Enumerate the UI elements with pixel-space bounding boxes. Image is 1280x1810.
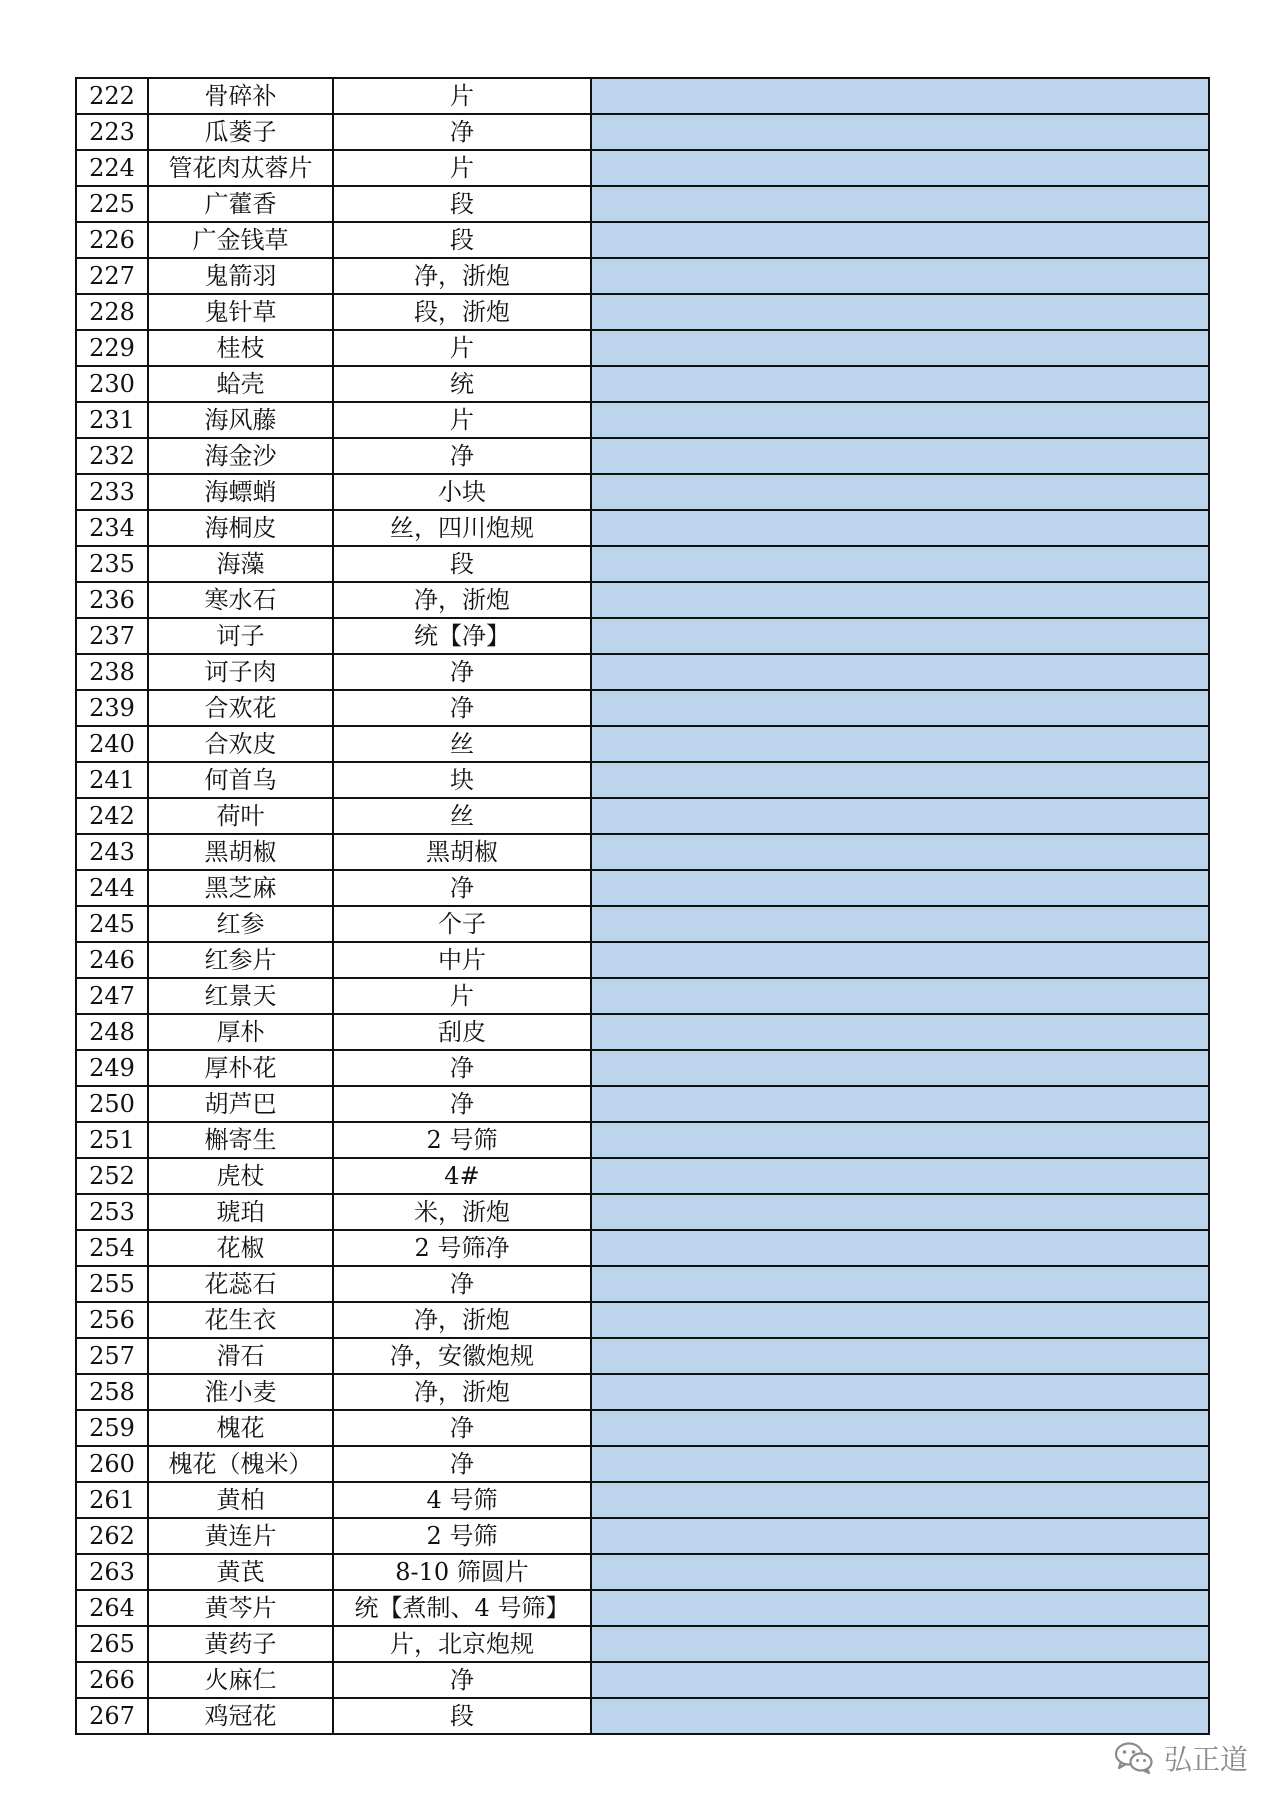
- row-number: 265: [76, 1626, 148, 1662]
- herb-name: 海藻: [148, 546, 333, 582]
- shaded-cell: [591, 690, 1209, 726]
- table-row: [76, 294, 1209, 330]
- table-row: [76, 438, 1209, 474]
- shaded-cell: [591, 834, 1209, 870]
- row-number: 259: [76, 1410, 148, 1446]
- shaded-cell: [591, 1122, 1209, 1158]
- row-number: 258: [76, 1374, 148, 1410]
- herb-name: 寒水石: [148, 582, 333, 618]
- processing-spec: 片: [333, 330, 591, 366]
- row-number: 246: [76, 942, 148, 978]
- table-row: [76, 1374, 1209, 1410]
- processing-spec: 2 号筛: [333, 1122, 591, 1158]
- shaded-cell: [591, 1590, 1209, 1626]
- shaded-cell: [591, 1662, 1209, 1698]
- table-row: [76, 834, 1209, 870]
- processing-spec: 段: [333, 546, 591, 582]
- herb-name: 广藿香: [148, 186, 333, 222]
- watermark: [1114, 1738, 1248, 1778]
- herb-name: 槐花（槐米）: [148, 1446, 333, 1482]
- processing-spec: 4#: [333, 1158, 591, 1194]
- table-row: [76, 798, 1209, 834]
- herb-name: 海金沙: [148, 438, 333, 474]
- row-number: 234: [76, 510, 148, 546]
- shaded-cell: [591, 294, 1209, 330]
- table-row: [76, 582, 1209, 618]
- herb-name: 骨碎补: [148, 78, 333, 114]
- shaded-cell: [591, 546, 1209, 582]
- table-row: [76, 546, 1209, 582]
- row-number: 261: [76, 1482, 148, 1518]
- processing-spec: 个子: [333, 906, 591, 942]
- table-row: [76, 870, 1209, 906]
- processing-spec: 净: [333, 1662, 591, 1698]
- herb-name: 虎杖: [148, 1158, 333, 1194]
- processing-spec: 统: [333, 366, 591, 402]
- herb-name: 何首乌: [148, 762, 333, 798]
- herb-name: 槲寄生: [148, 1122, 333, 1158]
- processing-spec: 净: [333, 654, 591, 690]
- processing-spec: 统【净】: [333, 618, 591, 654]
- row-number: 235: [76, 546, 148, 582]
- row-number: 254: [76, 1230, 148, 1266]
- herb-name: 荷叶: [148, 798, 333, 834]
- processing-spec: 净: [333, 438, 591, 474]
- processing-spec: 刮皮: [333, 1014, 591, 1050]
- shaded-cell: [591, 1626, 1209, 1662]
- row-number: 251: [76, 1122, 148, 1158]
- processing-spec: 2 号筛: [333, 1518, 591, 1554]
- shaded-cell: [591, 258, 1209, 294]
- processing-spec: 丝，四川炮规: [333, 510, 591, 546]
- herb-name: 合欢花: [148, 690, 333, 726]
- row-number: 245: [76, 906, 148, 942]
- table-row: [76, 1050, 1209, 1086]
- table-row: [76, 1302, 1209, 1338]
- herb-spec-table: [75, 77, 1210, 1735]
- table-row: [76, 78, 1209, 114]
- shaded-cell: [591, 1302, 1209, 1338]
- processing-spec: 丝: [333, 798, 591, 834]
- processing-spec: 块: [333, 762, 591, 798]
- shaded-cell: [591, 1086, 1209, 1122]
- herb-name: 海螵蛸: [148, 474, 333, 510]
- shaded-cell: [591, 798, 1209, 834]
- table-row: [76, 114, 1209, 150]
- herb-name: 火麻仁: [148, 1662, 333, 1698]
- processing-spec: 段，浙炮: [333, 294, 591, 330]
- table-row: [76, 1122, 1209, 1158]
- shaded-cell: [591, 942, 1209, 978]
- shaded-cell: [591, 978, 1209, 1014]
- processing-spec: 净: [333, 690, 591, 726]
- shaded-cell: [591, 510, 1209, 546]
- table-row: [76, 1698, 1209, 1734]
- wechat-icon: [1114, 1741, 1154, 1775]
- herb-name: 黑芝麻: [148, 870, 333, 906]
- table-row: [76, 1014, 1209, 1050]
- shaded-cell: [591, 1554, 1209, 1590]
- herb-name: 合欢皮: [148, 726, 333, 762]
- row-number: 223: [76, 114, 148, 150]
- herb-name: 黄柏: [148, 1482, 333, 1518]
- processing-spec: 净，安徽炮规: [333, 1338, 591, 1374]
- processing-spec: 净，浙炮: [333, 258, 591, 294]
- row-number: 242: [76, 798, 148, 834]
- shaded-cell: [591, 402, 1209, 438]
- herb-name: 红参: [148, 906, 333, 942]
- herb-name: 鬼针草: [148, 294, 333, 330]
- table-row: [76, 1518, 1209, 1554]
- row-number: 230: [76, 366, 148, 402]
- shaded-cell: [591, 1518, 1209, 1554]
- row-number: 232: [76, 438, 148, 474]
- processing-spec: 米，浙炮: [333, 1194, 591, 1230]
- herb-name: 桂枝: [148, 330, 333, 366]
- row-number: 225: [76, 186, 148, 222]
- table-row: [76, 1266, 1209, 1302]
- row-number: 260: [76, 1446, 148, 1482]
- row-number: 257: [76, 1338, 148, 1374]
- row-number: 244: [76, 870, 148, 906]
- row-number: 222: [76, 78, 148, 114]
- table-row: [76, 330, 1209, 366]
- herb-name: 滑石: [148, 1338, 333, 1374]
- row-number: 224: [76, 150, 148, 186]
- processing-spec: 丝: [333, 726, 591, 762]
- shaded-cell: [591, 1158, 1209, 1194]
- table-row: [76, 654, 1209, 690]
- herb-name: 蛤壳: [148, 366, 333, 402]
- table-row: [76, 1446, 1209, 1482]
- herb-name: 海桐皮: [148, 510, 333, 546]
- herb-name: 黄连片: [148, 1518, 333, 1554]
- processing-spec: 净: [333, 1266, 591, 1302]
- processing-spec: 净，浙炮: [333, 1302, 591, 1338]
- herb-name: 诃子肉: [148, 654, 333, 690]
- shaded-cell: [591, 1338, 1209, 1374]
- processing-spec: 净，浙炮: [333, 582, 591, 618]
- shaded-cell: [591, 1482, 1209, 1518]
- table-row: [76, 1482, 1209, 1518]
- table-row: [76, 222, 1209, 258]
- herb-name: 胡芦巴: [148, 1086, 333, 1122]
- row-number: 238: [76, 654, 148, 690]
- shaded-cell: [591, 330, 1209, 366]
- shaded-cell: [591, 1266, 1209, 1302]
- herb-name: 黄芩片: [148, 1590, 333, 1626]
- herb-name: 花生衣: [148, 1302, 333, 1338]
- shaded-cell: [591, 222, 1209, 258]
- shaded-cell: [591, 1050, 1209, 1086]
- table-row: [76, 1194, 1209, 1230]
- row-number: 250: [76, 1086, 148, 1122]
- row-number: 264: [76, 1590, 148, 1626]
- herb-name: 诃子: [148, 618, 333, 654]
- row-number: 267: [76, 1698, 148, 1734]
- herb-name: 黄芪: [148, 1554, 333, 1590]
- row-number: 247: [76, 978, 148, 1014]
- row-number: 255: [76, 1266, 148, 1302]
- processing-spec: 净: [333, 1410, 591, 1446]
- processing-spec: 净，浙炮: [333, 1374, 591, 1410]
- table-row: [76, 726, 1209, 762]
- shaded-cell: [591, 78, 1209, 114]
- herb-name: 管花肉苁蓉片: [148, 150, 333, 186]
- processing-spec: 黑胡椒: [333, 834, 591, 870]
- herb-name: 红景天: [148, 978, 333, 1014]
- shaded-cell: [591, 906, 1209, 942]
- table-row: [76, 402, 1209, 438]
- table-row: [76, 1230, 1209, 1266]
- table-row: [76, 1410, 1209, 1446]
- table-row: [76, 1338, 1209, 1374]
- table-row: [76, 366, 1209, 402]
- herb-name: 鬼箭羽: [148, 258, 333, 294]
- table-row: [76, 1590, 1209, 1626]
- herb-name: 黑胡椒: [148, 834, 333, 870]
- row-number: 227: [76, 258, 148, 294]
- shaded-cell: [591, 1230, 1209, 1266]
- table-row: [76, 186, 1209, 222]
- shaded-cell: [591, 186, 1209, 222]
- row-number: 239: [76, 690, 148, 726]
- processing-spec: 段: [333, 1698, 591, 1734]
- processing-spec: 4 号筛: [333, 1482, 591, 1518]
- shaded-cell: [591, 438, 1209, 474]
- row-number: 240: [76, 726, 148, 762]
- processing-spec: 净: [333, 1086, 591, 1122]
- table-row: [76, 150, 1209, 186]
- shaded-cell: [591, 1194, 1209, 1230]
- processing-spec: 中片: [333, 942, 591, 978]
- table-row: [76, 906, 1209, 942]
- herb-name: 琥珀: [148, 1194, 333, 1230]
- shaded-cell: [591, 618, 1209, 654]
- row-number: 256: [76, 1302, 148, 1338]
- table-row: [76, 1158, 1209, 1194]
- table-row: [76, 1626, 1209, 1662]
- row-number: 263: [76, 1554, 148, 1590]
- shaded-cell: [591, 1698, 1209, 1734]
- row-number: 233: [76, 474, 148, 510]
- processing-spec: 净: [333, 1446, 591, 1482]
- row-number: 226: [76, 222, 148, 258]
- shaded-cell: [591, 1410, 1209, 1446]
- row-number: 229: [76, 330, 148, 366]
- row-number: 253: [76, 1194, 148, 1230]
- row-number: 241: [76, 762, 148, 798]
- herb-name: 淮小麦: [148, 1374, 333, 1410]
- watermark-text: 弘正道: [1163, 1743, 1248, 1776]
- herb-name: 广金钱草: [148, 222, 333, 258]
- table-row: [76, 510, 1209, 546]
- herb-name: 黄药子: [148, 1626, 333, 1662]
- herb-name: 槐花: [148, 1410, 333, 1446]
- herb-name: 花蕊石: [148, 1266, 333, 1302]
- row-number: 243: [76, 834, 148, 870]
- row-number: 231: [76, 402, 148, 438]
- table-row: [76, 618, 1209, 654]
- row-number: 249: [76, 1050, 148, 1086]
- processing-spec: 净: [333, 870, 591, 906]
- processing-spec: 净: [333, 114, 591, 150]
- processing-spec: 小块: [333, 474, 591, 510]
- processing-spec: 2 号筛净: [333, 1230, 591, 1266]
- processing-spec: 片: [333, 78, 591, 114]
- shaded-cell: [591, 762, 1209, 798]
- processing-spec: 净: [333, 1050, 591, 1086]
- processing-spec: 段: [333, 222, 591, 258]
- table-row: [76, 1662, 1209, 1698]
- shaded-cell: [591, 150, 1209, 186]
- processing-spec: 片: [333, 150, 591, 186]
- processing-spec: 8-10 筛圆片: [333, 1554, 591, 1590]
- shaded-cell: [591, 474, 1209, 510]
- table-row: [76, 762, 1209, 798]
- shaded-cell: [591, 1014, 1209, 1050]
- table-row: [76, 942, 1209, 978]
- table-row: [76, 1086, 1209, 1122]
- processing-spec: 段: [333, 186, 591, 222]
- row-number: 262: [76, 1518, 148, 1554]
- row-number: 228: [76, 294, 148, 330]
- row-number: 237: [76, 618, 148, 654]
- herb-name: 海风藤: [148, 402, 333, 438]
- row-number: 248: [76, 1014, 148, 1050]
- table-row: [76, 1554, 1209, 1590]
- table-row: [76, 978, 1209, 1014]
- shaded-cell: [591, 114, 1209, 150]
- table-body: [76, 78, 1209, 1734]
- shaded-cell: [591, 726, 1209, 762]
- shaded-cell: [591, 366, 1209, 402]
- shaded-cell: [591, 1446, 1209, 1482]
- shaded-cell: [591, 1374, 1209, 1410]
- herb-name: 瓜蒌子: [148, 114, 333, 150]
- processing-spec: 片: [333, 402, 591, 438]
- processing-spec: 统【煮制、4 号筛】: [333, 1590, 591, 1626]
- shaded-cell: [591, 582, 1209, 618]
- shaded-cell: [591, 654, 1209, 690]
- herb-name: 厚朴: [148, 1014, 333, 1050]
- herb-name: 鸡冠花: [148, 1698, 333, 1734]
- processing-spec: 片，北京炮规: [333, 1626, 591, 1662]
- row-number: 252: [76, 1158, 148, 1194]
- herb-name: 花椒: [148, 1230, 333, 1266]
- table-row: [76, 474, 1209, 510]
- shaded-cell: [591, 870, 1209, 906]
- row-number: 236: [76, 582, 148, 618]
- table-row: [76, 258, 1209, 294]
- herb-name: 厚朴花: [148, 1050, 333, 1086]
- table-row: [76, 690, 1209, 726]
- processing-spec: 片: [333, 978, 591, 1014]
- row-number: 266: [76, 1662, 148, 1698]
- herb-name: 红参片: [148, 942, 333, 978]
